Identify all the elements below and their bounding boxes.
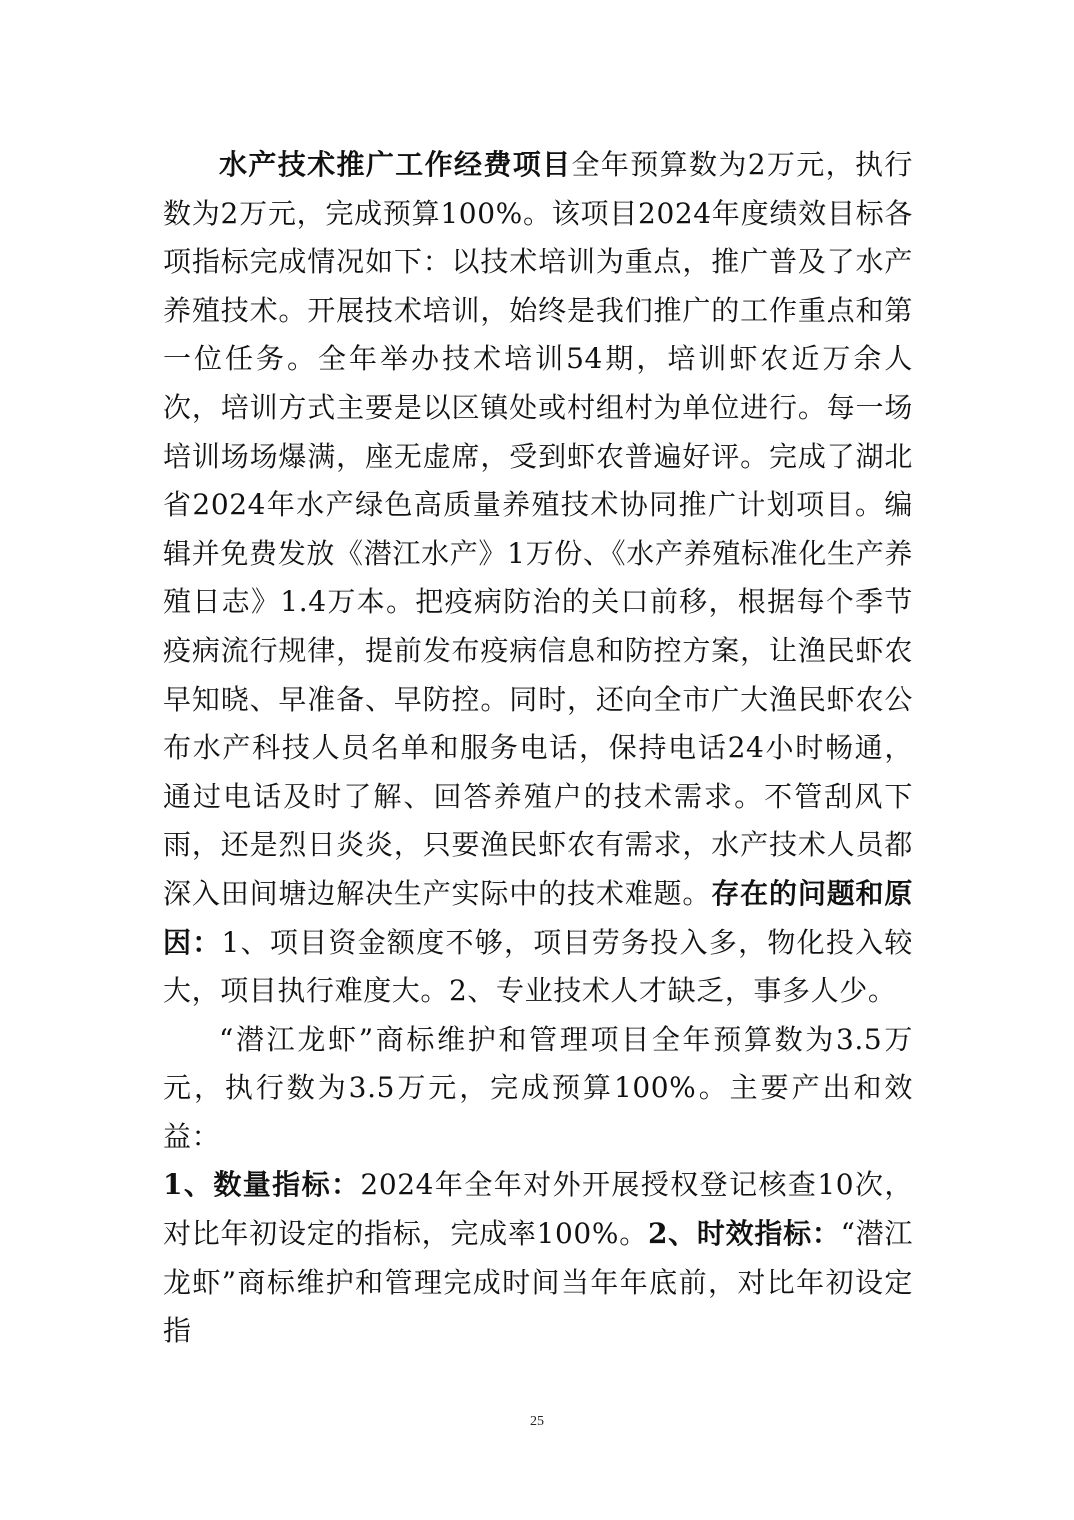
paragraph-trademark-indicators <box>163 1161 913 1355</box>
paragraph-trademark-project <box>163 1016 913 1162</box>
project-title-aquatic-technology: 水产技术推广工作经费项目 <box>219 148 572 181</box>
trademark-project-summary: “潜江龙虾”商标维护和管理项目全年预算数为3.5万元，执行数为3.5万元，完成预算100%。主要产出和效益： <box>163 1022 913 1153</box>
quantity-indicator-heading: 1、数量指标： <box>163 1168 361 1202</box>
issues-text: 1、项目资金额度不够，项目劳务投入多，物化投入较大，项目执行难度大。2、专业技术人才缺乏，事多人少。 <box>163 925 914 1008</box>
page-number: 25 <box>530 1414 544 1429</box>
document-body <box>163 141 913 1356</box>
quantity-indicator-text: 2024年全年对外开展授权登记核查10次，对比年初设定的指标，完成率100%。 <box>163 1168 913 1251</box>
timeliness-indicator-text: “潜江龙虾”商标维护和管理完成时间当年年底前，对比年初设定指 <box>163 1217 913 1348</box>
timeliness-indicator-heading: 2、时效指标： <box>647 1217 841 1251</box>
project-description-aquatic-technology: 全年预算数为2万元，执行数为2万元，完成预算100%。该项目2024年度绩效目标各项指标完成情况如下：以技术培训为重点，推广普及了水产养殖技术。开展技术培训，始终是我们推广的工作重点和第一位任务。全年举办技术培训54期，培训虾农近万余人次，培训方式主要是以区镇处或村组村为单位进行。每一场培训场场爆满，座无虚席，受到虾农普遍好评。完成了湖北省2024年水产绿色高质量养殖技术协同推广计划项目。编辑并免费发放《潜江水产》1万份、《水产养殖标准化生产养殖日志》1.4万本。把疫病防治的关口前移，根据每个季节疫病流行规律，提前发布疫病信息和防控方案，让渔民虾农早知晓、早准备、早防控。同时，还向全市广大渔民虾农公布水产科技人员名单和服务电话，保持电话24小时畅通，通过电话及时了解、回答养殖户的技术需求。不管刮风下雨，还是烈日炎炎，只要渔民虾农有需求，水产技术人员都深入田间塘边解决生产实际中的技术难题。 <box>163 148 913 910</box>
issues-heading: 存在的问题和原因： <box>163 876 914 959</box>
paragraph-aquatic-technology-project <box>163 141 913 1016</box>
